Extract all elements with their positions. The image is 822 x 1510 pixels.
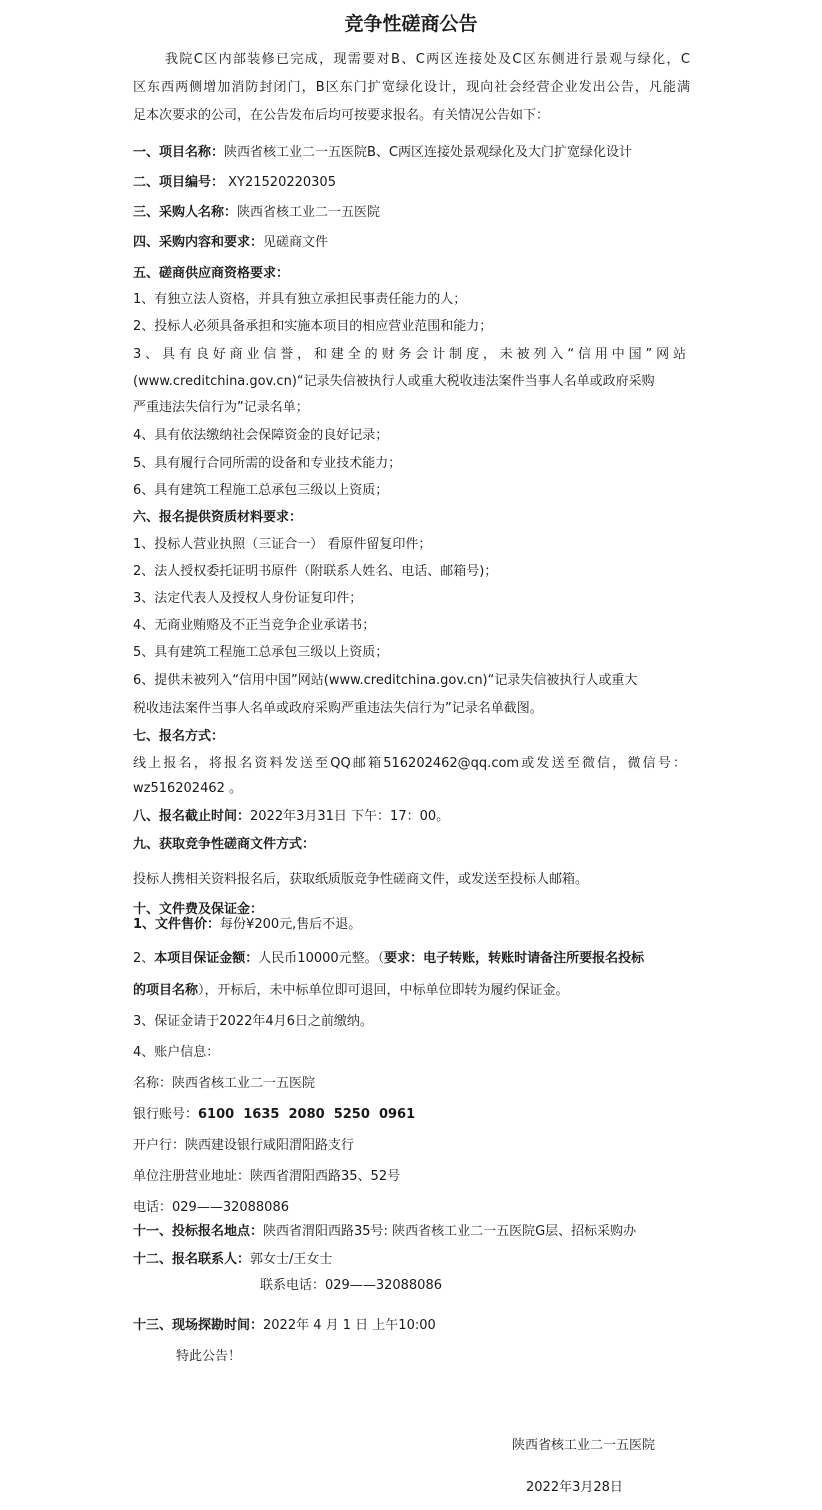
section-5-heading: 五、磋商供应商资格要求： <box>133 266 290 281</box>
section-10-heading: 十、文件费及保证金： <box>133 902 264 917</box>
section-deadline <box>133 807 449 827</box>
section-5-item: 1、有独立法人资格，并具有独立承担民事责任能力的人； <box>133 292 467 307</box>
fee-label: 1、文件售价： <box>133 917 221 932</box>
section-value: 2022年 4 月 1 日 上午10:00 <box>263 1318 436 1333</box>
section-value: 陕西省渭阳西路35号: 陕西省核工业二一五医院G层、招标采购办 <box>263 1224 637 1239</box>
section-6-item: 6、提供未被列入“信用中国”网站(www.creditchina.gov.cn)“记录失信被执行人或重大 <box>133 673 638 688</box>
account-info-heading: 4、账户信息： <box>133 1045 220 1060</box>
account-address-label: 单位注册营业地址： <box>133 1169 251 1184</box>
account-phone <box>133 1198 289 1218</box>
section-5-item: (www.creditchina.gov.cn)“记录失信被执行人或重大税收违法案件当事人名单或政府采购 <box>133 374 655 389</box>
section-label: 十一、投标报名地点： <box>133 1224 264 1239</box>
deposit-line <box>133 949 644 969</box>
account-name-value: 陕西省核工业二一五医院 <box>172 1076 316 1091</box>
section-value: 2022年3月31日 下午：17：00。 <box>250 809 450 824</box>
section-value: XY21520220305 <box>224 175 336 190</box>
deposit-amount: 人民币10000元整。（ <box>258 951 385 966</box>
section-9-heading: 九、获取竞争性磋商文件方式： <box>133 837 316 852</box>
section-5-item: 2、投标人必须具备承担和实施本项目的相应营业范围和能力； <box>133 319 493 334</box>
section-project-name <box>133 143 632 163</box>
section-site-visit <box>133 1316 436 1336</box>
section-contact <box>133 1250 332 1270</box>
deposit-requirement: 要求：电子转账，转账时请备注所要报名投标 <box>384 951 645 966</box>
account-name <box>133 1074 315 1094</box>
deposit-note: ），开标后，未中标单位即可退回，中标单位即转为履约保证金。 <box>198 983 569 998</box>
section-6-item: 5、具有建筑工程施工总承包三级以上资质； <box>133 645 389 660</box>
section-location <box>133 1222 636 1242</box>
account-address-value: 陕西省渭阳西路35、52号 <box>250 1169 401 1184</box>
section-value: 见磋商文件 <box>263 235 329 250</box>
section-7-line: 线上报名，将报名资料发送至QQ邮箱516202462@qq.com或发送至微信，微信号： <box>133 756 686 771</box>
section-7-line: wz516202462 。 <box>133 781 243 796</box>
section-label: 十三、现场探勘时间： <box>133 1318 264 1333</box>
signer: 陕西省核工业二一五医院 <box>512 1438 656 1453</box>
section-6-item: 2、法人授权委托证明书原件（附联系人姓名、电话、邮箱号)； <box>133 564 498 579</box>
section-5-item: 严重违法失信行为”记录名单； <box>133 400 309 415</box>
deposit-requirement-end: 的项目名称 <box>133 983 199 998</box>
section-content <box>133 233 328 253</box>
account-bank <box>133 1136 354 1156</box>
section-purchaser <box>133 203 380 223</box>
section-label: 四、采购内容和要求： <box>133 235 264 250</box>
account-number-label: 银行账号： <box>133 1107 199 1122</box>
account-bank-value: 陕西建设银行咸阳渭阳路支行 <box>185 1138 355 1153</box>
section-5-item: 6、具有建筑工程施工总承包三级以上资质； <box>133 483 389 498</box>
section-5-item: 5、具有履行合同所需的设备和专业技术能力； <box>133 456 402 471</box>
section-6-item: 税收违法案件当事人名单或政府采购严重违法失信行为”记录名单截图。 <box>133 701 543 716</box>
section-9-body: 投标人携相关资料报名后，获取纸质版竞争性磋商文件，或发送至投标人邮箱。 <box>133 872 589 887</box>
deposit-prefix: 2、 <box>133 951 155 966</box>
intro-line-2: 区东西两侧增加消防封闭门，B区东门扩宽绿化设计，现向社会经营企业发出公告，凡能满 <box>133 80 690 95</box>
section-label: 十二、报名联系人： <box>133 1252 251 1267</box>
section-5-item: 4、具有依法缴纳社会保障资金的良好记录； <box>133 428 389 443</box>
account-name-label: 名称： <box>133 1076 173 1091</box>
account-phone-value: 029——32088086 <box>172 1200 289 1215</box>
intro-line-1: 我院C区内部装修已完成，现需要对B、C两区连接处及C区东侧进行景观与绿化，C <box>165 52 690 67</box>
section-6-item: 3、法定代表人及授权人身份证复印件； <box>133 591 363 606</box>
account-number <box>133 1105 415 1125</box>
section-7-heading: 七、报名方式： <box>133 729 225 744</box>
section-label: 一、项目名称： <box>133 145 225 160</box>
section-project-number <box>133 173 336 193</box>
deposit-line-2 <box>133 981 569 1001</box>
account-number-value: 6100 1635 2080 5250 0961 <box>198 1107 416 1122</box>
section-6-item: 1、投标人营业执照（三证合一） 看原件留复印件； <box>133 537 432 552</box>
section-label: 三、采购人名称： <box>133 205 238 220</box>
fee-value: 每份¥200元,售后不退。 <box>220 917 362 932</box>
account-bank-label: 开户行： <box>133 1138 186 1153</box>
fee-line <box>133 915 361 935</box>
section-6-heading: 六、报名提供资质材料要求： <box>133 510 303 525</box>
page-title: 竞争性磋商公告 <box>344 13 478 35</box>
section-value: 陕西省核工业二一五医院 <box>237 205 381 220</box>
issue-date: 2022年3月28日 <box>526 1480 623 1495</box>
section-value: 郭女士/王女士 <box>250 1252 333 1267</box>
account-address <box>133 1167 400 1187</box>
section-label: 二、项目编号： <box>133 175 225 190</box>
section-6-item: 4、无商业贿赂及不正当竞争企业承诺书； <box>133 618 376 633</box>
deposit-deadline: 3、保证金请于2022年4月6日之前缴纳。 <box>133 1014 373 1029</box>
section-label: 八、报名截止时间： <box>133 809 251 824</box>
deposit-label: 本项目保证金额： <box>154 951 259 966</box>
section-value: 陕西省核工业二一五医院B、C两区连接处景观绿化及大门扩宽绿化设计 <box>224 145 633 160</box>
intro-line-3: 足本次要求的公司，在公告发布后均可按要求报名。有关情况公告如下： <box>133 108 550 123</box>
contact-phone: 联系电话：029——32088086 <box>260 1278 442 1293</box>
account-phone-label: 电话： <box>133 1200 173 1215</box>
section-5-item: 3、具有良好商业信誉，和建全的财务会计制度，未被列入“信用中国”网站 <box>133 347 686 362</box>
closing-text: 特此公告！ <box>176 1349 242 1364</box>
